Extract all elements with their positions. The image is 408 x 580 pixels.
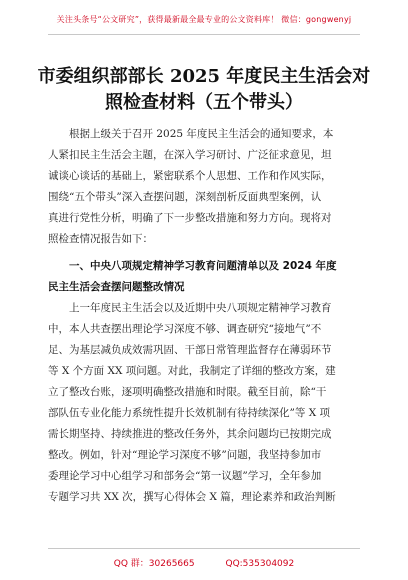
paragraph-line: 诚谈心谈话的基础上，紧密联系个人思想、工作和作风实际， <box>48 170 332 182</box>
qq-text: QQ:535304092 <box>225 559 295 569</box>
paragraph-line: 立了整改台账，逐项明确整改措施和时限。截至目前，除“干 <box>48 386 327 398</box>
paragraph-line: 人紧扣民主生活会主题，在深入学习研讨、广泛征求意见，坦 <box>48 149 332 161</box>
paragraph-line: 真进行党性分析，明确了下一步整改措施和努力方向。现将对 <box>48 212 332 224</box>
header-banner: 关注头条号“公文研究”，获得最新最全最专业的公文资料库！ 微信：gongwenyj <box>56 15 352 24</box>
section-paragraph <box>48 298 364 508</box>
intro-paragraph <box>48 124 364 250</box>
section-heading <box>48 256 364 298</box>
paragraph-line: 足、为基层减负成效需巩固、干部日常管理监督存在薄弱环节 <box>48 344 332 356</box>
header-divider <box>48 34 360 35</box>
paragraph-line: 根据上级关于召开 2025 年度民主生活会的通知要求，本 <box>69 128 334 140</box>
paragraph-line: 整改。例如，针对“理论学习深度不够”问题，我坚持参加市 <box>48 449 322 461</box>
heading-line: 民主生活会查摆问题整改情况 <box>48 281 185 293</box>
title-line: 照检查材料（五个带头） <box>105 92 303 113</box>
title-line: 市委组织部部长 2025 年度民主生活会对 <box>37 66 371 87</box>
paragraph-line: 照检查情况报告如下： <box>48 233 153 245</box>
qq-group-text: QQ 群：30265665 <box>113 559 195 569</box>
paragraph-line: 专题学习共 XX 次，撰写心得体会 X 篇，理论素养和政治判断 <box>48 491 336 503</box>
paragraph-line: 上一年度民主生活会以及近期中央八项规定精神学习教育 <box>69 302 332 314</box>
heading-line: 一、中央八项规定精神学习教育问题清单以及 2024 年度 <box>69 260 337 272</box>
paragraph-line: 部队伍专业化能力系统性提升长效机制有待持续深化”等 X 项 <box>48 407 331 419</box>
footer <box>0 556 408 569</box>
document-title <box>30 64 378 116</box>
paragraph-line: 委理论学习中心组学习和部务会“第一议题”学习，全年参加 <box>48 470 322 482</box>
footer-divider <box>48 548 360 549</box>
paragraph-line: 等 X 个方面 XX 项问题。对此，我制定了详细的整改方案，建 <box>48 365 336 377</box>
paragraph-line: 围绕“五个带头”深入查摆问题，深刻剖析反面典型案例，认 <box>48 191 322 203</box>
paragraph-line: 中，本人共查摆出理论学习深度不够、调查研究“接地气”不 <box>48 323 322 335</box>
paragraph-line: 需长期坚持、持续推进的整改任务外，其余问题均已按期完成 <box>48 428 332 440</box>
